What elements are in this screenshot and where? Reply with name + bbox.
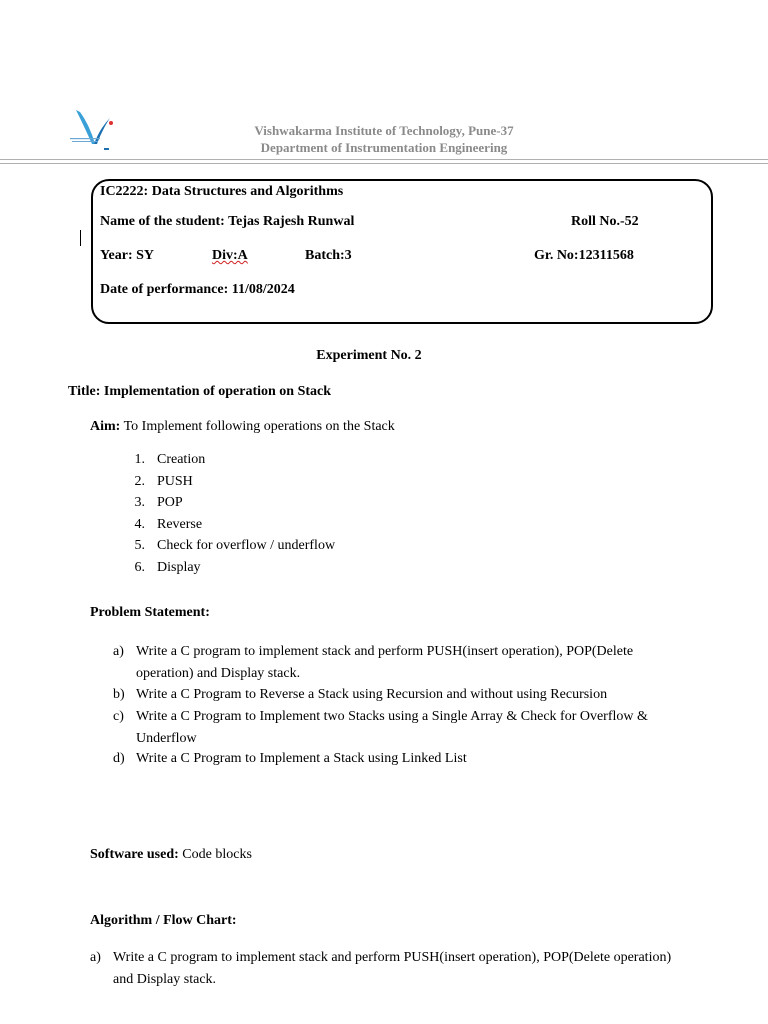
list-item — [131, 495, 335, 517]
list-number: 4. — [134, 516, 145, 532]
problem-c-label: c) — [113, 709, 124, 724]
aim-label: Aim: — [90, 419, 121, 434]
problem-statement-heading: Problem Statement: — [90, 605, 210, 620]
list-number: 6. — [134, 559, 145, 575]
date-of-performance — [100, 282, 295, 298]
batch: Batch:3 — [305, 248, 352, 263]
date-value: 11/08/2024 — [231, 282, 295, 297]
problem-b-text: Write a C Program to Reverse a Stack using Recursion and without using Recursion — [136, 687, 608, 702]
problem-d-label: d) — [113, 751, 125, 766]
vit-logo-icon — [68, 104, 118, 156]
gr-number: Gr. No:12311568 — [534, 248, 634, 263]
problem-b-label: b) — [113, 687, 125, 702]
problem-a-text: Write a C program to implement stack and perform PUSH(insert operation), POP(Delete operation) and Display stack. — [136, 644, 634, 681]
algorithm-heading: Algorithm / Flow Chart: — [90, 913, 237, 928]
software-value: Code blocks — [182, 847, 252, 862]
aim-text: To Implement following operations on the Stack — [123, 419, 395, 434]
list-number: 3. — [134, 495, 145, 511]
header-rule-bottom — [0, 163, 768, 164]
list-text: Check for overflow / underflow — [157, 538, 336, 554]
title-label: Title: — [68, 384, 101, 399]
institute-name: Vishwakarma Institute of Technology, Pune-37 — [254, 123, 514, 138]
department-name: Department of Instrumentation Engineering — [260, 140, 508, 155]
list-item — [131, 538, 335, 560]
problem-d-text: Write a C Program to Implement a Stack using Linked List — [136, 751, 467, 766]
student-name: Name of the student: Tejas Rajesh Runwal — [100, 214, 355, 229]
software-label: Software used: — [90, 847, 179, 862]
list-text: POP — [157, 495, 183, 511]
text-cursor — [80, 230, 81, 246]
list-text: Display — [157, 559, 201, 575]
list-text: Creation — [157, 452, 206, 467]
operations-list — [131, 452, 335, 582]
list-item — [131, 474, 335, 496]
list-item — [131, 517, 335, 539]
software-line — [90, 847, 252, 863]
experiment-number: Experiment No. 2 — [316, 348, 422, 363]
course-name: IC2222: Data Structures and Algorithms — [100, 184, 344, 199]
institute-header — [200, 122, 568, 156]
title-text: Implementation of operation on Stack — [103, 384, 332, 399]
list-number: 5. — [134, 538, 145, 554]
list-number: 2. — [134, 473, 145, 489]
list-number: 1. — [134, 452, 145, 467]
problem-a-label: a) — [113, 644, 124, 659]
algorithm-a-label: a) — [90, 950, 101, 965]
aim-line — [90, 419, 395, 435]
algorithm-a-text: Write a C program to implement stack and perform PUSH(insert operation), POP(Delete operation) and Display stack. — [113, 950, 672, 987]
list-text: PUSH — [157, 473, 193, 489]
title-line — [68, 384, 331, 400]
division: Div:A — [212, 248, 248, 263]
header-rule-top — [0, 159, 768, 160]
date-label: Date of performance: — [100, 282, 229, 297]
problem-c-text: Write a C Program to Implement two Stacks using a Single Array & Check for Overflow & Underflow — [136, 709, 648, 746]
year: Year: SY — [100, 248, 155, 263]
list-item — [131, 452, 335, 474]
list-text: Reverse — [157, 516, 203, 532]
list-item — [131, 560, 335, 582]
roll-number: Roll No.-52 — [571, 214, 639, 229]
